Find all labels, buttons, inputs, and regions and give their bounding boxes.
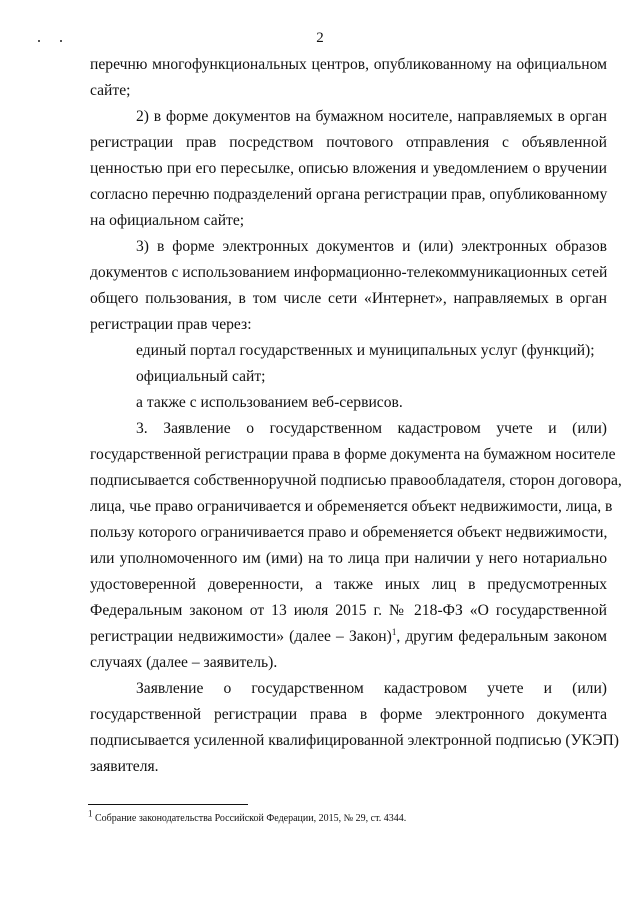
- text-line: Федеральным законом от 13 июля 2015 г. № 218-ФЗ «О государственной: [90, 602, 607, 619]
- text-segment: , другим федеральным законом: [396, 628, 607, 645]
- text-line: государственной регистрации права в форме электронного документа: [90, 706, 607, 723]
- text-line: государственной регистрации права в форме документа на бумажном носителе: [90, 446, 616, 463]
- text-line: ценностью при его пересылке, описью вложения и уведомлением о вручении: [90, 160, 607, 177]
- list-item-2-line: 2) в форме документов на бумажном носителе, направляемых в орган: [136, 108, 607, 125]
- text-segment: регистрации недвижимости» (далее – Закон): [90, 628, 392, 645]
- section-3-line: 3. Заявление о государственном кадастровом учете и (или): [136, 420, 607, 437]
- text-line: или уполномоченного им (ими) на то лица при наличии у него нотариально: [90, 550, 607, 567]
- footnote: [88, 808, 407, 826]
- text-line: регистрации прав посредством почтового отправления с объявленной: [90, 134, 607, 151]
- text-line: пользу которого ограничивается право и обременяется объект недвижимости,: [90, 524, 608, 541]
- text-line: подписывается собственноручной подписью правообладателя, сторон договора,: [90, 472, 622, 489]
- sub-item-web-services: а также с использованием веб-сервисов.: [136, 394, 403, 411]
- paragraph-ukep-line: Заявление о государственном кадастровом учете и (или): [136, 680, 607, 697]
- text-line: регистрации прав через:: [90, 316, 252, 333]
- text-line: подписывается усиленной квалифицированной электронной подписью (УКЭП): [90, 732, 619, 749]
- text-line: лица, чье право ограничивается и обременяется объект недвижимости, лица, в: [90, 498, 613, 515]
- text-line: удостоверенной доверенности, а также иных лиц в предусмотренных: [90, 576, 607, 593]
- page-number: 2: [316, 30, 324, 46]
- footnote-reference: 1: [391, 626, 397, 637]
- text-line: сайте;: [90, 82, 131, 99]
- sub-item-site: официальный сайт;: [136, 368, 266, 385]
- text-line: перечню многофункциональных центров, опубликованному на официальном: [90, 56, 607, 73]
- text-line: случаях (далее – заявитель).: [90, 654, 278, 671]
- text-line: согласно перечню подразделений органа регистрации прав, опубликованному: [90, 186, 608, 203]
- text-line: на официальном сайте;: [90, 212, 245, 229]
- text-line-with-footnote: [90, 627, 607, 647]
- footnote-text: Собрание законодательства Российской Федерации, 2015, № 29, ст. 4344.: [92, 813, 407, 824]
- footnote-marker: 1: [88, 808, 93, 819]
- text-line: заявителя.: [90, 758, 159, 775]
- text-line: общего пользования, в том числе сети «Интернет», направляемых в орган: [90, 290, 607, 307]
- footnote-divider: [88, 804, 248, 805]
- sub-item-portal: единый портал государственных и муниципальных услуг (функций);: [136, 342, 595, 359]
- text-line: документов с использованием информационно-телекоммуникационных сетей: [90, 264, 608, 281]
- list-item-3-line: 3) в форме электронных документов и (или) электронных образов: [136, 238, 607, 255]
